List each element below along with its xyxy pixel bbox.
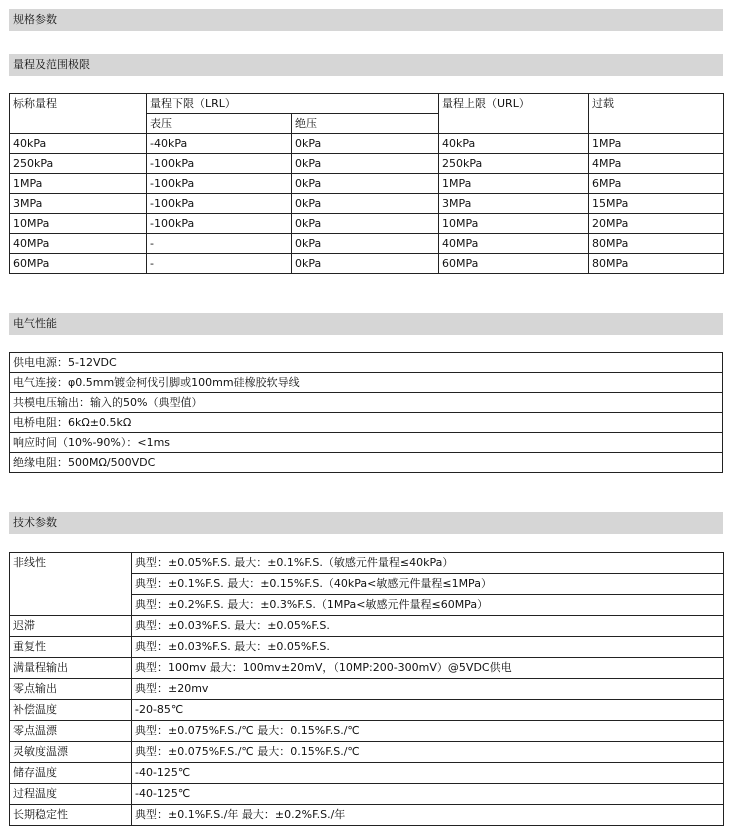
electrical-spec: 电气连接：φ0.5mm镀金柯伐引脚或100mm硅橡胶软导线: [10, 373, 723, 393]
table-row: [10, 763, 724, 784]
cell-nominal: 3MPa: [10, 194, 147, 214]
cell-gauge: -100kPa: [147, 154, 292, 174]
table-row: [10, 234, 724, 254]
table-row: [10, 373, 723, 393]
spec-value: 典型：±0.075%F.S./℃ 最大：0.15%F.S./℃: [132, 721, 724, 742]
spec-label: 零点温漂: [10, 721, 132, 742]
header-url: 量程上限（URL）: [439, 94, 589, 134]
electrical-spec: 电桥电阻：6kΩ±0.5kΩ: [10, 413, 723, 433]
table-row: [10, 742, 724, 763]
table-row: [10, 353, 723, 373]
spec-value: -40-125℃: [132, 763, 724, 784]
cell-nominal: 40MPa: [10, 234, 147, 254]
electrical-spec: 绝缘电阻：500MΩ/500VDC: [10, 453, 723, 473]
range-table: [9, 93, 724, 274]
table-row: [10, 214, 724, 234]
table-row: [10, 154, 724, 174]
range-section-title: 量程及范围极限: [9, 54, 723, 76]
range-header-row: [10, 94, 724, 114]
table-row: [10, 433, 723, 453]
table-row: [10, 616, 724, 637]
cell-nominal: 60MPa: [10, 254, 147, 274]
spec-value: 典型：±0.1%F.S./年 最大：±0.2%F.S./年: [132, 805, 724, 826]
spec-label: 重复性: [10, 637, 132, 658]
spec-value: 典型：±0.03%F.S. 最大：±0.05%F.S.: [132, 616, 724, 637]
table-row: [10, 658, 724, 679]
table-row: [10, 700, 724, 721]
cell-url: 40MPa: [439, 234, 589, 254]
electrical-spec: 响应时间（10%-90%）：<1ms: [10, 433, 723, 453]
spec-value: 典型：±20mv: [132, 679, 724, 700]
cell-url: 10MPa: [439, 214, 589, 234]
table-row: [10, 254, 724, 274]
table-row: [10, 784, 724, 805]
table-row: [10, 413, 723, 433]
spec-value: -20-85℃: [132, 700, 724, 721]
cell-nominal: 1MPa: [10, 174, 147, 194]
table-row: [10, 553, 724, 574]
cell-absolute: 0kPa: [292, 254, 439, 274]
spec-value: 典型：100mv 最大：100mv±20mV，（10MP:200-300mV）@5VDC供电: [132, 658, 724, 679]
table-row: [10, 805, 724, 826]
electrical-spec: 共模电压输出：输入的50%（典型值）: [10, 393, 723, 413]
electrical-section-title: 电气性能: [9, 313, 723, 335]
spec-label: 满量程输出: [10, 658, 132, 679]
cell-gauge: -40kPa: [147, 134, 292, 154]
cell-url: 3MPa: [439, 194, 589, 214]
cell-gauge: -: [147, 234, 292, 254]
table-row: [10, 679, 724, 700]
cell-url: 1MPa: [439, 174, 589, 194]
table-row: [10, 721, 724, 742]
cell-absolute: 0kPa: [292, 234, 439, 254]
spec-value: 典型：±0.075%F.S./℃ 最大：0.15%F.S./℃: [132, 742, 724, 763]
cell-nominal: 40kPa: [10, 134, 147, 154]
cell-gauge: -: [147, 254, 292, 274]
spec-value: 典型：±0.1%F.S. 最大：±0.15%F.S.（40kPa<敏感元件量程≤1MPa）: [132, 574, 724, 595]
cell-overload: 80MPa: [589, 254, 724, 274]
header-overload: 过载: [589, 94, 724, 134]
spec-value: 典型：±0.03%F.S. 最大：±0.05%F.S.: [132, 637, 724, 658]
spec-value: -40-125℃: [132, 784, 724, 805]
spec-label: 迟滞: [10, 616, 132, 637]
cell-nominal: 250kPa: [10, 154, 147, 174]
spec-label: 零点输出: [10, 679, 132, 700]
spec-label: 补偿温度: [10, 700, 132, 721]
page-title: 规格参数: [9, 9, 723, 31]
spec-value: 典型：±0.2%F.S. 最大：±0.3%F.S.（1MPa<敏感元件量程≤60MPa）: [132, 595, 724, 616]
cell-overload: 80MPa: [589, 234, 724, 254]
table-row: [10, 453, 723, 473]
cell-absolute: 0kPa: [292, 214, 439, 234]
header-absolute: 绝压: [292, 114, 439, 134]
table-row: [10, 174, 724, 194]
table-row: [10, 194, 724, 214]
spec-label: 长期稳定性: [10, 805, 132, 826]
electrical-spec: 供电电源：5-12VDC: [10, 353, 723, 373]
cell-url: 250kPa: [439, 154, 589, 174]
spec-label: 非线性: [10, 553, 132, 616]
cell-overload: 15MPa: [589, 194, 724, 214]
header-lrl: 量程下限（LRL）: [147, 94, 439, 114]
cell-overload: 6MPa: [589, 174, 724, 194]
tech-section-title: 技术参数: [9, 512, 723, 534]
cell-overload: 20MPa: [589, 214, 724, 234]
header-nominal-range: 标称量程: [10, 94, 147, 134]
cell-nominal: 10MPa: [10, 214, 147, 234]
table-row: [10, 637, 724, 658]
spec-value: 典型：±0.05%F.S. 最大：±0.1%F.S.（敏感元件量程≤40kPa）: [132, 553, 724, 574]
table-row: [10, 393, 723, 413]
cell-absolute: 0kPa: [292, 154, 439, 174]
spec-label: 灵敏度温漂: [10, 742, 132, 763]
cell-gauge: -100kPa: [147, 194, 292, 214]
cell-url: 40kPa: [439, 134, 589, 154]
cell-absolute: 0kPa: [292, 134, 439, 154]
electrical-table: [9, 352, 723, 473]
tech-table: [9, 552, 724, 826]
cell-overload: 1MPa: [589, 134, 724, 154]
table-row: [10, 134, 724, 154]
spec-label: 储存温度: [10, 763, 132, 784]
cell-absolute: 0kPa: [292, 174, 439, 194]
cell-gauge: -100kPa: [147, 214, 292, 234]
spec-label: 过程温度: [10, 784, 132, 805]
header-gauge: 表压: [147, 114, 292, 134]
cell-gauge: -100kPa: [147, 174, 292, 194]
cell-overload: 4MPa: [589, 154, 724, 174]
cell-url: 60MPa: [439, 254, 589, 274]
cell-absolute: 0kPa: [292, 194, 439, 214]
